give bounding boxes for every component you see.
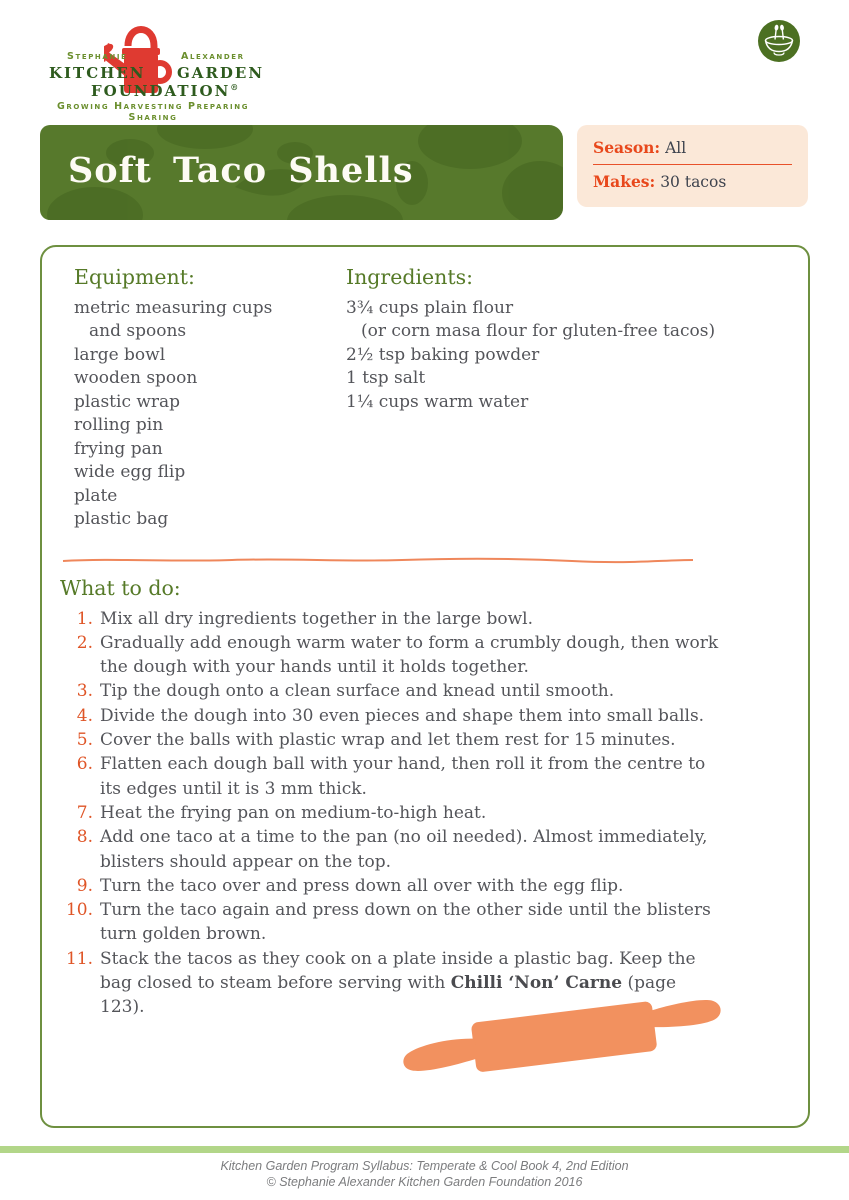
instructions-section: [42, 564, 808, 1020]
equipment-item: plate: [74, 485, 118, 506]
ingredient-item: 1¼ cups warm water: [346, 391, 529, 412]
logo-foundation: FOUNDATION®: [91, 82, 241, 100]
ingredient-item: 2½ tsp baking powder: [346, 344, 540, 365]
recipe-title-banner: [40, 125, 563, 220]
equipment-ingredients-columns: [42, 247, 808, 532]
rolling-pin-illustration: [395, 992, 730, 1080]
season-row: [593, 138, 792, 157]
instructions-list: [60, 607, 808, 1020]
season-makes-box: [577, 125, 808, 207]
instruction-step: 2. Gradually add enough warm water to form a crumbly dough, then work the dough with your hands until it holds together.: [76, 632, 719, 678]
footer: [0, 1158, 849, 1190]
equipment-item: wooden spoon: [74, 368, 198, 389]
equipment-item: frying pan: [74, 438, 163, 459]
instruction-step: 4. Divide the dough into 30 even pieces and shape them into small balls.: [76, 705, 705, 726]
logo-alexander: Alexander: [181, 51, 245, 62]
footer-divider-bar: [0, 1146, 849, 1153]
instruction-step: 10. Turn the taco again and press down on the other side until the blisters turn golden brown.: [65, 900, 711, 945]
instruction-step: 7. Heat the frying pan on medium-to-high heat.: [76, 802, 487, 823]
ingredient-item: 3¾ cups plain flour (or corn masa flour for gluten-free tacos): [346, 298, 716, 342]
equipment-item: large bowl: [74, 344, 166, 365]
salad-bowl-icon: [757, 19, 801, 63]
makes-value: 30 tacos: [660, 173, 727, 191]
equipment-item: wide egg flip: [74, 462, 186, 483]
section-divider-line: [62, 556, 694, 564]
equipment-list: [74, 297, 346, 532]
recipe-title: Soft Taco Shells: [68, 150, 414, 191]
logo-stephanie: Stephanie: [67, 51, 128, 62]
logo-tagline: Growing Harvesting Preparing Sharing: [56, 101, 250, 123]
instruction-step: 9. Turn the taco over and press down all over with the egg flip.: [76, 875, 624, 896]
season-label: Season:: [593, 138, 661, 157]
equipment-heading: Equipment:: [74, 265, 195, 289]
instruction-step: 3. Tip the dough onto a clean surface and knead until smooth.: [76, 681, 615, 702]
season-divider-line: [593, 164, 792, 165]
makes-label: Makes:: [593, 172, 656, 191]
equipment-section: [74, 265, 346, 532]
instruction-step: 6. Flatten each dough ball with your hand, then roll it from the centre to its edges until it is 3 mm thick.: [76, 754, 706, 799]
ingredient-item: 1 tsp salt: [346, 368, 426, 389]
ingredients-section: [346, 265, 808, 532]
season-value: All: [665, 139, 687, 157]
footer-copyright-line: © Stephanie Alexander Kitchen Garden Foundation 2016: [266, 1175, 583, 1189]
logo-garden: GARDEN: [177, 64, 265, 82]
instruction-step: 5. Cover the balls with plastic wrap and let them rest for 15 minutes.: [76, 730, 676, 751]
equipment-item: metric measuring cups and spoons: [74, 298, 273, 342]
ingredients-list: [346, 297, 808, 414]
footer-syllabus-line: Kitchen Garden Program Syllabus: Temperate & Cool Book 4, 2nd Edition: [220, 1159, 629, 1173]
instructions-heading: What to do:: [60, 575, 181, 600]
ingredients-heading: Ingredients:: [346, 265, 474, 289]
instruction-step: 8. Add one taco at a time to the pan (no oil needed). Almost immediately, blisters should appear on the top.: [76, 827, 708, 872]
equipment-item: plastic bag: [74, 509, 169, 530]
equipment-item: plastic wrap: [74, 391, 181, 412]
equipment-item: rolling pin: [74, 415, 164, 436]
logo-kitchen: KITCHEN: [49, 64, 146, 82]
makes-row: [593, 172, 792, 191]
instruction-step: 1. Mix all dry ingredients together in the large bowl.: [76, 608, 533, 629]
foundation-logo: [47, 20, 265, 123]
registered-mark: ®: [230, 82, 241, 92]
instruction-step: 11. Stack the tacos as they cook on a plate inside a plastic bag. Keep the bag closed to steam before serving with Chilli ‘Non’ Carne (page 123).: [65, 948, 696, 1018]
